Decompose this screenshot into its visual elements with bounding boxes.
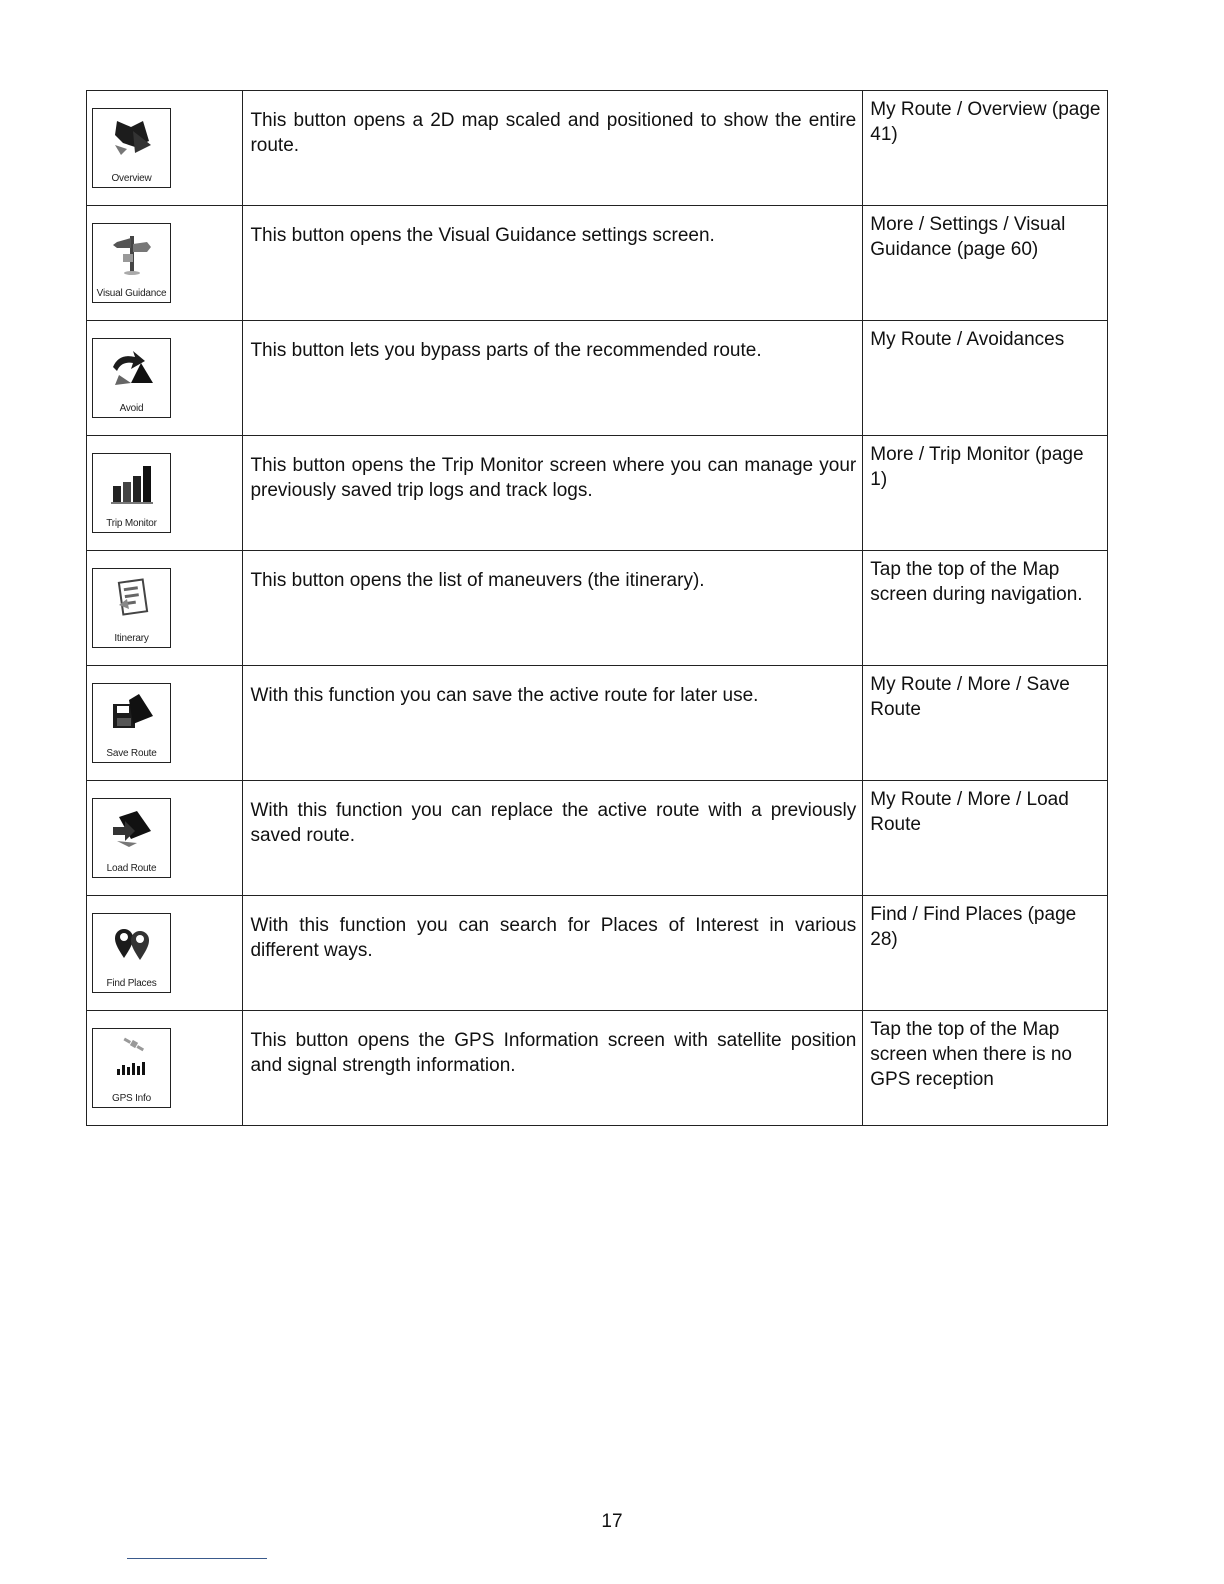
row-reference: My Route / More / Save Route	[870, 674, 1070, 720]
row-description: This button opens a 2D map scaled and positioned to show the entire route.	[250, 110, 857, 156]
description-cell	[243, 436, 863, 551]
find-places-button[interactable]	[92, 913, 171, 993]
description-cell	[243, 206, 863, 321]
itinerary-button[interactable]	[92, 568, 171, 648]
description-cell	[243, 896, 863, 1011]
description-cell	[243, 1011, 863, 1126]
table-row	[87, 666, 1108, 781]
poi-pins-icon	[109, 920, 155, 966]
reference-cell	[863, 321, 1108, 436]
row-reference: Tap the top of the Map screen during navigation.	[870, 559, 1083, 605]
save-disk-icon	[109, 690, 155, 736]
icon-cell	[87, 321, 243, 436]
itinerary-list-icon	[109, 575, 155, 621]
row-reference: More / Trip Monitor (page 1)	[870, 444, 1084, 490]
row-description: With this function you can search for Places of Interest in various different ways.	[250, 915, 857, 961]
table-row	[87, 896, 1108, 1011]
row-description: This button opens the list of maneuvers (the itinerary).	[250, 570, 705, 591]
table-row	[87, 436, 1108, 551]
icon-cell	[87, 1011, 243, 1126]
icon-caption: Save Route	[106, 748, 157, 759]
page-number: 17	[601, 1511, 623, 1532]
icon-caption: Itinerary	[114, 633, 149, 644]
icon-cell	[87, 436, 243, 551]
row-description: This button opens the GPS Information screen with satellite position and signal strength information.	[250, 1030, 857, 1076]
row-reference: Tap the top of the Map screen when there is no GPS reception	[870, 1019, 1072, 1090]
reference-cell	[863, 1011, 1108, 1126]
gps-info-button[interactable]	[92, 1028, 171, 1108]
table-row	[87, 206, 1108, 321]
icon-caption: Visual Guidance	[96, 288, 167, 299]
row-reference: My Route / Overview (page 41)	[870, 99, 1101, 145]
icon-cell	[87, 666, 243, 781]
icon-caption: Trip Monitor	[106, 518, 157, 529]
bar-chart-icon	[109, 460, 155, 506]
icon-caption: Find Places	[106, 978, 157, 989]
trip-monitor-button[interactable]	[92, 453, 171, 533]
description-cell	[243, 91, 863, 206]
icon-cell	[87, 781, 243, 896]
visual-guidance-button[interactable]	[92, 223, 171, 303]
reference-cell	[863, 91, 1108, 206]
row-reference: My Route / More / Load Route	[870, 789, 1069, 835]
row-description: With this function you can save the active route for later use.	[250, 685, 759, 706]
reference-cell	[863, 666, 1108, 781]
table-row	[87, 551, 1108, 666]
description-cell	[243, 321, 863, 436]
reference-cell	[863, 551, 1108, 666]
icon-caption: Avoid	[119, 403, 144, 414]
load-route-icon	[109, 805, 155, 851]
row-description: With this function you can replace the active route with a previously saved route.	[250, 800, 857, 846]
icon-caption: Load Route	[106, 863, 157, 874]
gps-satellite-icon	[109, 1035, 155, 1081]
row-description: This button lets you bypass parts of the recommended route.	[250, 340, 762, 361]
avoid-button[interactable]	[92, 338, 171, 418]
overview-button[interactable]	[92, 108, 171, 188]
load-route-button[interactable]	[92, 798, 171, 878]
reference-cell	[863, 896, 1108, 1011]
function-table	[86, 90, 1108, 1126]
row-description: This button opens the Visual Guidance settings screen.	[250, 225, 715, 246]
row-reference: My Route / Avoidances	[870, 329, 1065, 350]
table-row	[87, 321, 1108, 436]
reference-cell	[863, 781, 1108, 896]
reference-cell	[863, 436, 1108, 551]
icon-cell	[87, 551, 243, 666]
description-cell	[243, 551, 863, 666]
table-row	[87, 91, 1108, 206]
overview-map-icon	[109, 115, 155, 161]
save-route-button[interactable]	[92, 683, 171, 763]
icon-caption: Overview	[111, 173, 152, 184]
icon-cell	[87, 91, 243, 206]
reference-cell	[863, 206, 1108, 321]
description-cell	[243, 666, 863, 781]
detour-arrow-icon	[109, 345, 155, 391]
table-row	[87, 1011, 1108, 1126]
icon-cell	[87, 896, 243, 1011]
icon-cell	[87, 206, 243, 321]
signpost-icon	[109, 230, 155, 276]
row-description: This button opens the Trip Monitor screen where you can manage your previously saved trip logs and track logs.	[250, 455, 857, 501]
description-cell	[243, 781, 863, 896]
row-reference: Find / Find Places (page 28)	[870, 904, 1077, 950]
icon-caption: GPS Info	[112, 1093, 151, 1104]
footnote-divider	[127, 1558, 267, 1559]
table-row	[87, 781, 1108, 896]
row-reference: More / Settings / Visual Guidance (page 60)	[870, 214, 1066, 260]
